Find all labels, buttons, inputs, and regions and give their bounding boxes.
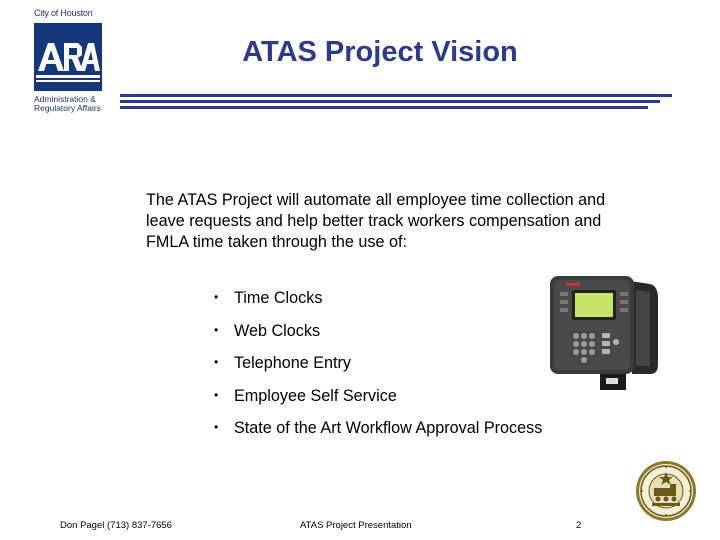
time-clock-image	[546, 270, 662, 405]
page-number: 2	[576, 520, 582, 531]
list-item-text: Time Clocks	[234, 289, 323, 307]
city-seal-icon	[630, 460, 702, 522]
logo-subtitle-line1: Administration &	[34, 94, 96, 104]
logo-city-text: City of Houston	[34, 8, 93, 18]
bullet-icon: •	[214, 387, 219, 402]
list-item	[214, 417, 542, 450]
ara-logo-mark	[34, 23, 102, 91]
feature-list	[214, 287, 542, 450]
list-item-text: Employee Self Service	[234, 386, 397, 405]
list-item-text: State of the Art Workflow Approval Process	[234, 419, 543, 438]
title-rule-1	[120, 94, 672, 97]
intro-paragraph: The ATAS Project will automate all employee time collection and leave requests and help better track workers compensation and FMLA time taken through the use of:	[146, 191, 606, 251]
footer-title: ATAS Project Presentation	[300, 520, 412, 531]
ara-letters-icon	[34, 23, 102, 91]
footer-contact: Don Pagel (713) 837-7656	[60, 520, 172, 531]
bullet-icon: •	[214, 355, 219, 370]
list-item	[214, 287, 542, 320]
logo-subtitle	[34, 95, 114, 113]
list-item	[214, 352, 542, 385]
list-item	[214, 320, 542, 353]
time-clock-icon	[546, 270, 662, 400]
list-item-text: Telephone Entry	[234, 354, 351, 373]
list-item	[214, 385, 542, 418]
slide-title: ATAS Project Vision	[242, 36, 518, 68]
city-seal-image	[630, 460, 702, 527]
title-rule-2	[120, 100, 660, 103]
logo-subtitle-line2: Regulatory Affairs	[34, 103, 101, 113]
list-item-text: Web Clocks	[234, 321, 321, 340]
bullet-icon: •	[214, 420, 219, 435]
title-rule-3	[120, 106, 648, 109]
ara-logo	[34, 8, 114, 113]
bullet-icon: •	[214, 290, 219, 304]
bullet-icon: •	[214, 322, 219, 337]
